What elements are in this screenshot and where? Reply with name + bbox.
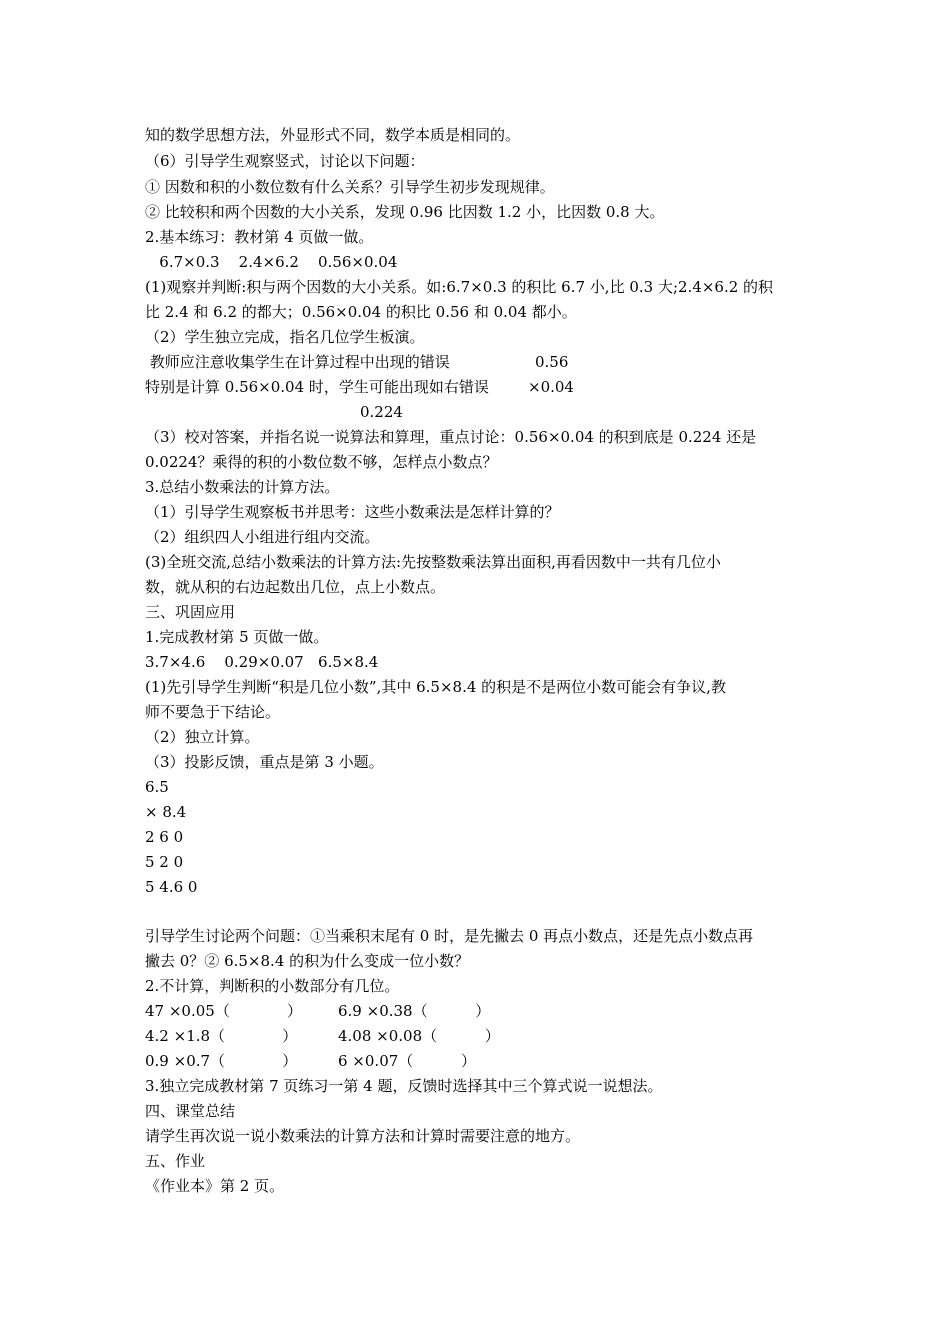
text-line: 2.不计算，判断积的小数部分有几位。 xyxy=(145,977,400,995)
text-line: 教师应注意收集学生在计算过程中出现的错误 xyxy=(145,353,450,371)
text-line: 撇去 0？② 6.5×8.4 的积为什么变成一位小数？ xyxy=(145,952,470,970)
text-line: ② 比较积和两个因数的大小关系，发现 0.96 比因数 1.2 小，比因数 0.8 大。 xyxy=(145,203,665,221)
text-line: 请学生再次说一说小数乘法的计算方法和计算时需要注意的地方。 xyxy=(145,1127,581,1145)
text-line: 数，就从积的右边起数出几位，点上小数点。 xyxy=(145,578,446,596)
text-line: 3.7×4.6 0.29×0.07 6.5×8.4 xyxy=(145,653,379,671)
text-line: （3）校对答案，并指名说一说算法和算理，重点讨论：0.56×0.04 的积到底是 0.224 还是 xyxy=(145,428,757,446)
text-line: 引导学生讨论两个问题：①当乘积末尾有 0 时，是先撇去 0 再点小数点，还是先点小数点再 xyxy=(145,927,754,945)
text-line: （2）学生独立完成，指名几位学生板演。 xyxy=(145,328,425,346)
text-line: (1)先引导学生判断“积是几位小数”,其中 6.5×8.4 的积是不是两位小数可能会有争议,教 xyxy=(145,678,726,696)
text-line: （1）引导学生观察板书并思考：这些小数乘法是怎样计算的？ xyxy=(145,503,560,521)
judge-item-right: 6 ×0.07（ ） xyxy=(338,1052,476,1070)
text-line: 特别是计算 0.56×0.04 时，学生可能出现如右错误 xyxy=(145,378,489,396)
text-line: （3）投影反馈，重点是第 3 小题。 xyxy=(145,753,384,771)
text-line: 1.完成教材第 5 页做一做。 xyxy=(145,628,329,646)
text-line: 《作业本》第 2 页。 xyxy=(145,1177,285,1195)
text-line: 比 2.4 和 6.2 的都大；0.56×0.04 的积比 0.56 和 0.04 都小。 xyxy=(145,303,577,321)
section-heading: 三、巩固应用 xyxy=(145,603,236,621)
text-line: 知的数学思想方法，外显形式不同，数学本质是相同的。 xyxy=(145,126,521,144)
section-heading: 五、作业 xyxy=(145,1152,206,1170)
text-line: （6）引导学生观察竖式，讨论以下问题： xyxy=(145,152,425,170)
section-heading: 四、课堂总结 xyxy=(145,1102,236,1120)
vertical-calc-top: 0.56 xyxy=(535,353,569,371)
calc-line: 5 2 0 xyxy=(145,853,184,871)
text-line: 0.0224？乘得的积的小数位数不够，怎样点小数点？ xyxy=(145,453,498,471)
text-line: (1)观察并判断:积与两个因数的大小关系。如:6.7×0.3 的积比 6.7 小,比 0.3 大;2.4×6.2 的积 xyxy=(145,278,774,296)
text-line: 3.总结小数乘法的计算方法。 xyxy=(145,478,340,496)
judge-item-right: 6.9 ×0.38（ ） xyxy=(338,1002,491,1020)
judge-item-right: 4.08 ×0.08（ ） xyxy=(338,1027,500,1045)
text-line: 师不要急于下结论。 xyxy=(145,703,281,721)
text-line: ① 因数和积的小数位数有什么关系？引导学生初步发现规律。 xyxy=(145,178,555,196)
text-line: （2）组织四人小组进行组内交流。 xyxy=(145,528,380,546)
text-line: 6.7×0.3 2.4×6.2 0.56×0.04 xyxy=(145,253,398,271)
judge-item-left: 47 ×0.05（ ） xyxy=(145,1002,303,1020)
judge-item-left: 4.2 ×1.8（ ） xyxy=(145,1027,298,1045)
vertical-calc-result: 0.224 xyxy=(360,403,403,421)
calc-line: × 8.4 xyxy=(145,803,187,821)
text-line: 2.基本练习：教材第 4 页做一做。 xyxy=(145,228,374,246)
calc-line: 2 6 0 xyxy=(145,828,184,846)
calc-line: 5 4.6 0 xyxy=(145,878,198,896)
text-line: （2）独立计算。 xyxy=(145,728,260,746)
text-line: (3)全班交流,总结小数乘法的计算方法:先按整数乘法算出面积,再看因数中一共有几位小 xyxy=(145,553,721,571)
judge-item-left: 0.9 ×0.7（ ） xyxy=(145,1052,298,1070)
text-line: 3.独立完成教材第 7 页练习一第 4 题，反馈时选择其中三个算式说一说想法。 xyxy=(145,1077,663,1095)
calc-line: 6.5 xyxy=(145,778,169,796)
vertical-calc-multiplier: ×0.04 xyxy=(528,378,574,396)
